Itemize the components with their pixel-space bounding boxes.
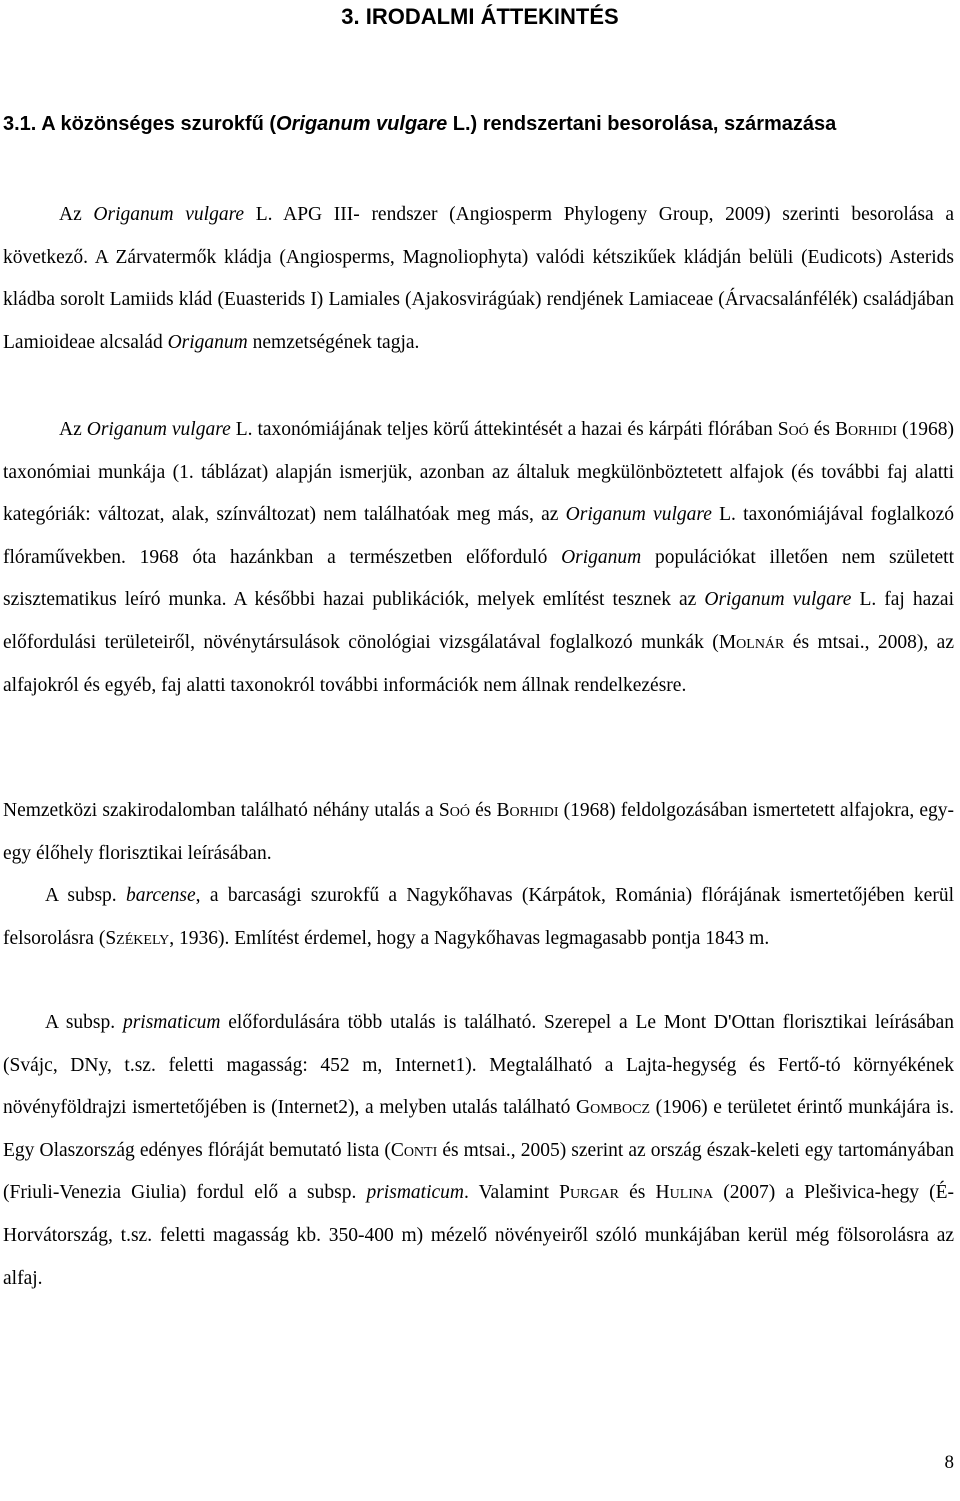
- italic-taxon: Origanum vulgare: [93, 204, 245, 225]
- author-name: Purgar: [559, 1182, 620, 1204]
- author-name: Conti: [390, 1139, 438, 1161]
- italic-taxon: Origanum: [561, 546, 642, 568]
- author-name: Hulina: [655, 1182, 714, 1204]
- italic-taxon: prismaticum: [366, 1182, 464, 1204]
- text-run: L. faj hazai előfordulási területeiről, növénytársulások cönológiai vizsgálatával foglalkozó munkák (: [3, 589, 955, 653]
- italic-taxon: Origanum vulgare: [704, 589, 852, 611]
- text-run: (1906) e területet érintő munkájára is. Egy Olaszország edényes flóráját bemutató lista (: [3, 1097, 954, 1161]
- paragraph-barcense: [3, 875, 954, 960]
- text-run: Az: [59, 419, 87, 440]
- italic-taxon: barcense: [126, 885, 196, 906]
- paragraph-prismaticum: [3, 1002, 954, 1300]
- author-name: Molnár: [718, 631, 785, 653]
- text-run: populációkat illetően nem született szisztematikus leíró munka. A későbbi hazai publikációk, melyek említést tesznek az: [3, 546, 955, 611]
- section-title-italic: Origanum vulgare: [276, 113, 448, 135]
- text-run: A subsp.: [45, 885, 126, 906]
- text-run: L. APG III- rendszer (Angiosperm Phylogeny Group, 2009) szerinti besorolása a következő. A Zárvatermők kládja (Angiosperms, Magnoliophyta) valódi kétszikűek kládján belüli (Eudicots) Asterids kládba sorolt Lamiids klád (Euasterids I) Lamiales (Ajakosvirágúak) rendjének Lamiaceae (Árvacsalánfélék) családjában Lamioideae alcsalád: [3, 204, 954, 353]
- section-title-pre: A közönséges szurokfű (: [41, 113, 277, 135]
- text-run: , 1936). Említést érdemel, hogy a Nagykőhavas legmagasabb pontja 1843 m.: [169, 927, 770, 949]
- text-run: (2007) a Plešivica-hegy (É-Horvátország, t.sz. feletti magasság kb. 350-400 m) mézelő növényeiről szóló munkájában kerül még fölsorolásra az alfaj.: [3, 1182, 954, 1289]
- italic-taxon: Origanum: [167, 331, 248, 353]
- text-run: L. taxonómiájával foglalkozó flóraművekben. 1968 óta hazánkban a természetben előforduló: [3, 504, 954, 568]
- text-run: és mtsai., 2005) szerint az ország észak-keleti egy tartományában (Friuli-Venezia Giulia) fordul elő a subsp.: [3, 1139, 954, 1204]
- author-name: Borhidi: [496, 800, 559, 821]
- text-run: és: [619, 1182, 656, 1204]
- author-name: Borhidi: [835, 419, 898, 440]
- author-name: Soó: [438, 800, 470, 821]
- paragraph-taxonomy-review: [3, 409, 954, 707]
- text-run: és: [808, 419, 836, 440]
- section-number: 3.1.: [3, 113, 37, 135]
- text-run: L. taxonómiájának teljes körű áttekintését a hazai és kárpáti flórában: [230, 419, 778, 440]
- author-name: Székely: [105, 927, 170, 949]
- text-run: és mtsai., 2008), az alfajokról és egyéb, faj alatti taxonokról további információk nem állnak rendelkezésre.: [3, 631, 954, 696]
- italic-taxon: Origanum vulgare: [86, 419, 231, 440]
- text-run: (1968) feldolgozásában ismertetett alfajokra, egy-egy élőhely florisztikai leírásában.: [3, 800, 955, 864]
- italic-taxon: prismaticum: [122, 1012, 221, 1033]
- section-heading: [3, 110, 953, 138]
- italic-taxon: Origanum vulgare: [565, 504, 712, 526]
- text-run: . Valamint: [463, 1182, 560, 1204]
- author-name: Gombocz: [576, 1097, 650, 1119]
- text-run: Nemzetközi szakirodalomban található néhány utalás a: [3, 800, 439, 821]
- author-name: Soó: [777, 419, 809, 440]
- text-run: nemzetségének tagja.: [247, 331, 420, 353]
- page-number: 8: [944, 1452, 954, 1473]
- text-run: , a barcasági szurokfű a Nagykőhavas (Kárpátok, Románia) flórájának ismertetőjében kerül felsorolásra (: [3, 885, 954, 949]
- text-run: Az: [59, 204, 94, 225]
- text-run: és: [469, 800, 497, 821]
- text-run: előfordulására több utalás is található. Szerepel a Le Mont D'Ottan florisztikai leírásában (Svájc, DNy, t.sz. feletti magasság: 452 m, Internet1). Megtalálható a Lajta-hegység és Fertő-tó környékének növényföldrajzi ismertetőjében is (Internet2), a melyben utalás található: [3, 1012, 954, 1119]
- text-run: A subsp.: [45, 1012, 123, 1033]
- text-run: (1968) taxonómiai munkája (1. táblázat) alapján ismerjük, azonban az általuk megkülönböztetett alfajok (és további faj alatti kategóriák: változat, alak, színváltozat) nem találhatóak meg más, az: [3, 419, 954, 526]
- paragraph-classification: [3, 194, 954, 364]
- section-title-post: L.) rendszertani besorolása, származása: [447, 113, 837, 135]
- chapter-heading: 3. IRODALMI ÁTTEKINTÉS: [341, 4, 619, 29]
- paragraph-international-literature: [3, 790, 954, 875]
